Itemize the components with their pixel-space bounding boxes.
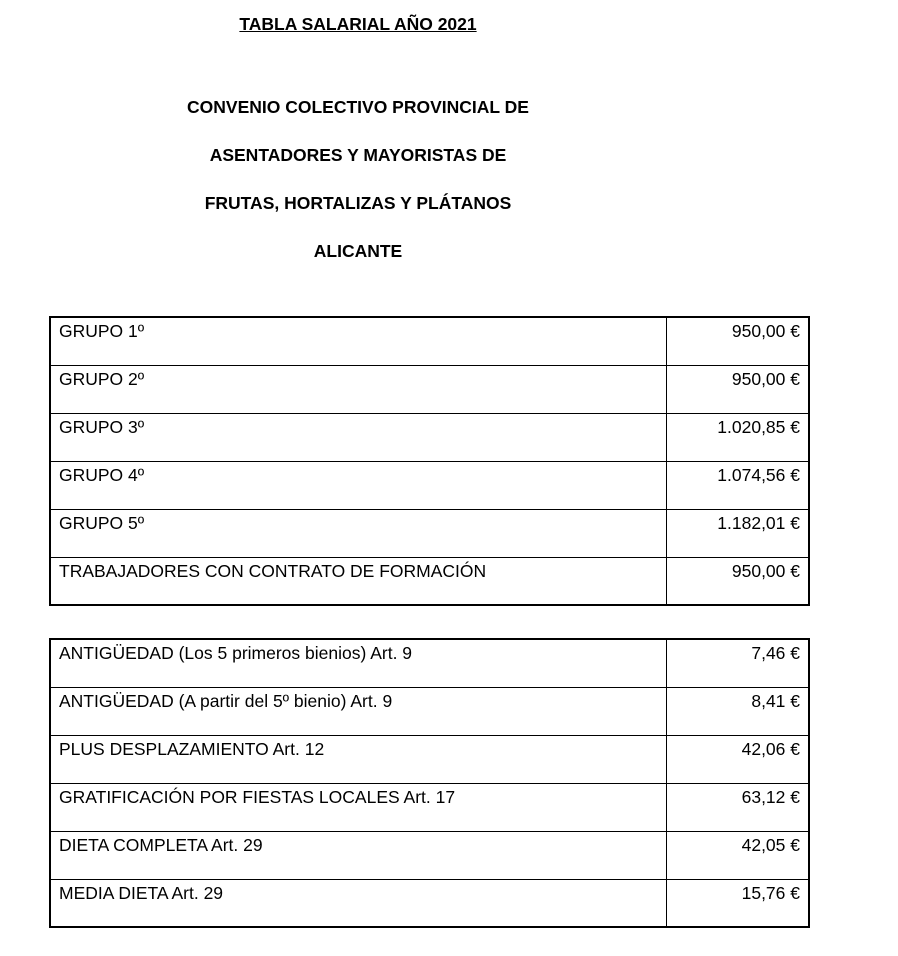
row-value: 950,00 € bbox=[666, 365, 809, 413]
table-row bbox=[50, 557, 809, 605]
table-row bbox=[50, 413, 809, 461]
table-row bbox=[50, 509, 809, 557]
row-label: MEDIA DIETA Art. 29 bbox=[50, 879, 666, 927]
row-label: GRUPO 3º bbox=[50, 413, 666, 461]
row-label: GRUPO 5º bbox=[50, 509, 666, 557]
row-value: 42,06 € bbox=[666, 735, 809, 783]
row-value: 42,05 € bbox=[666, 831, 809, 879]
table-row bbox=[50, 461, 809, 509]
table-row bbox=[50, 639, 809, 687]
salary-table bbox=[49, 316, 810, 606]
row-value: 8,41 € bbox=[666, 687, 809, 735]
heading-line-2: ASENTADORES Y MAYORISTAS DE bbox=[209, 145, 507, 165]
row-label: ANTIGÜEDAD (A partir del 5º bienio) Art. 9 bbox=[50, 687, 666, 735]
row-label: TRABAJADORES CON CONTRATO DE FORMACIÓN bbox=[50, 557, 666, 605]
row-value: 15,76 € bbox=[666, 879, 809, 927]
table-row bbox=[50, 317, 809, 365]
heading-line-4: ALICANTE bbox=[313, 241, 403, 261]
table-row bbox=[50, 783, 809, 831]
row-label: GRATIFICACIÓN POR FIESTAS LOCALES Art. 17 bbox=[50, 783, 666, 831]
table-row bbox=[50, 687, 809, 735]
table-row bbox=[50, 879, 809, 927]
row-label: ANTIGÜEDAD (Los 5 primeros bienios) Art. 9 bbox=[50, 639, 666, 687]
row-value: 950,00 € bbox=[666, 317, 809, 365]
row-value: 7,46 € bbox=[666, 639, 809, 687]
row-value: 1.074,56 € bbox=[666, 461, 809, 509]
row-value: 950,00 € bbox=[666, 557, 809, 605]
row-label: GRUPO 4º bbox=[50, 461, 666, 509]
supplements-table bbox=[49, 638, 810, 928]
table-row bbox=[50, 735, 809, 783]
row-value: 63,12 € bbox=[666, 783, 809, 831]
row-label: PLUS DESPLAZAMIENTO Art. 12 bbox=[50, 735, 666, 783]
row-label: GRUPO 2º bbox=[50, 365, 666, 413]
document-title: TABLA SALARIAL AÑO 2021 bbox=[239, 14, 477, 34]
row-value: 1.182,01 € bbox=[666, 509, 809, 557]
table-row bbox=[50, 365, 809, 413]
row-label: GRUPO 1º bbox=[50, 317, 666, 365]
table-row bbox=[50, 831, 809, 879]
row-label: DIETA COMPLETA Art. 29 bbox=[50, 831, 666, 879]
heading-line-3: FRUTAS, HORTALIZAS Y PLÁTANOS bbox=[204, 193, 512, 213]
row-value: 1.020,85 € bbox=[666, 413, 809, 461]
heading-line-1: CONVENIO COLECTIVO PROVINCIAL DE bbox=[187, 97, 529, 117]
